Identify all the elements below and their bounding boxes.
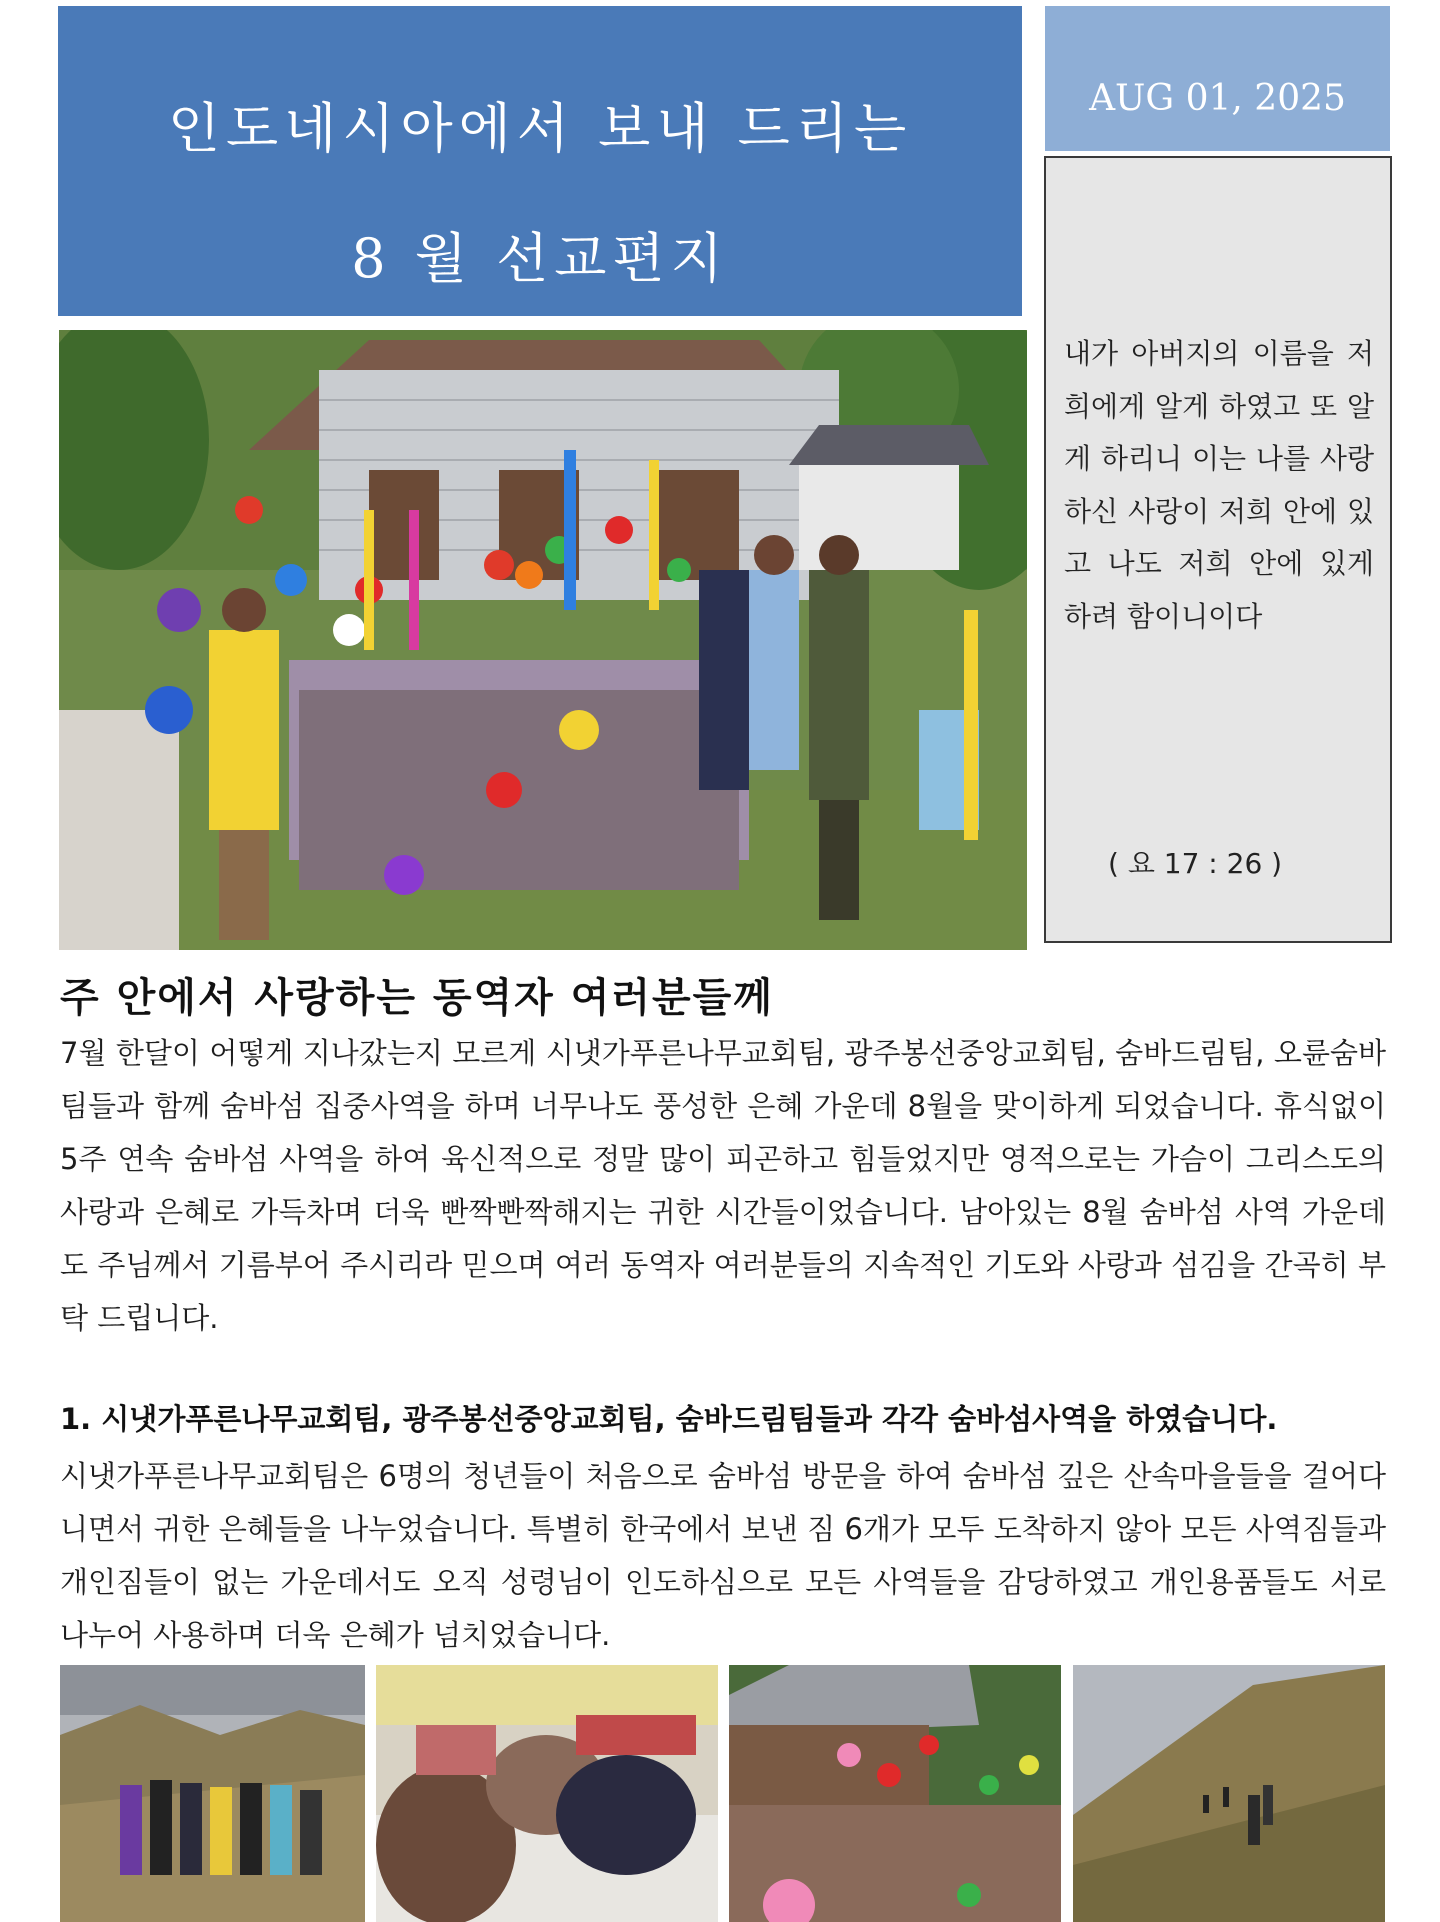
photo-hill-trail bbox=[1073, 1665, 1385, 1922]
section-1-body: 시냇가푸른나무교회팀은 6명의 청년들이 처음으로 숨바섬 방문을 하여 숨바섬 깊은 산속마을들을 걸어다니면서 귀한 은혜들을 나누었습니다. 특별히 한국에서 보낸 짐 6개가 모두 도착하지 않아 모든 사역짐들과 개인짐들이 없는 가운데서도 오직 성령님이 인도하심으로 모든 사역들을 감당하였고 개인용품들도 서로 나누어 사용하며 더욱 은혜가 넘치었습니다. bbox=[60, 1459, 1386, 1652]
title-banner bbox=[58, 6, 1022, 316]
verse-box bbox=[1044, 156, 1392, 943]
photo-children-balloons bbox=[729, 1665, 1061, 1922]
photo-indoor-ministry bbox=[376, 1665, 718, 1922]
verse-reference: ( 요 17 : 26 ) bbox=[1108, 847, 1283, 880]
greeting-heading: 주 안에서 사랑하는 동역자 여러분들께 bbox=[60, 975, 774, 1021]
title-line-1: 인도네시아에서 보내 드리는 bbox=[167, 97, 913, 160]
intro-paragraph: 7월 한달이 어떻게 지나갔는지 모르게 시냇가푸른나무교회팀, 광주봉선중앙교회팀, 숨바드림팀, 오륜숨바팀들과 함께 숨바섬 집중사역을 하며 너무나도 풍성한 은혜 가운데 8월을 맞이하게 되었습니다. 휴식없이 5주 연속 숨바섬 사역을 하여 육신적으로 정말 많이 피곤하고 힘들었지만 영적으로는 가슴이 그리스도의 사랑과 은혜로 가득차며 더욱 빤짝빤짝해지는 귀한 시간들이었습니다. 남아있는 8월 숨바섬 사역 가운데도 주님께서 기름부어 주시리라 믿으며 여러 동역자 여러분들의 지속적인 기도와 사랑과 섬김을 간곡히 부탁 드립니다. bbox=[60, 1036, 1386, 1335]
verse-text: 내가 아버지의 이름을 저희에게 알게 하였고 또 알게 하리니 이는 나를 사랑하신 사랑이 저희 안에 있고 나도 저희 안에 있게 하려 함이니이다 bbox=[1064, 337, 1374, 633]
photo-hill-group bbox=[60, 1665, 365, 1922]
date-badge: AUG 01, 2025 bbox=[1045, 6, 1390, 151]
section-1-heading: 1. 시냇가푸른나무교회팀, 광주봉선중앙교회팀, 숨바드림팀들과 각각 숨바섬사역을 하였습니다. bbox=[60, 1402, 1278, 1436]
main-group-photo bbox=[59, 330, 1027, 950]
title-line-2: 8 월 선교편지 bbox=[351, 227, 729, 290]
